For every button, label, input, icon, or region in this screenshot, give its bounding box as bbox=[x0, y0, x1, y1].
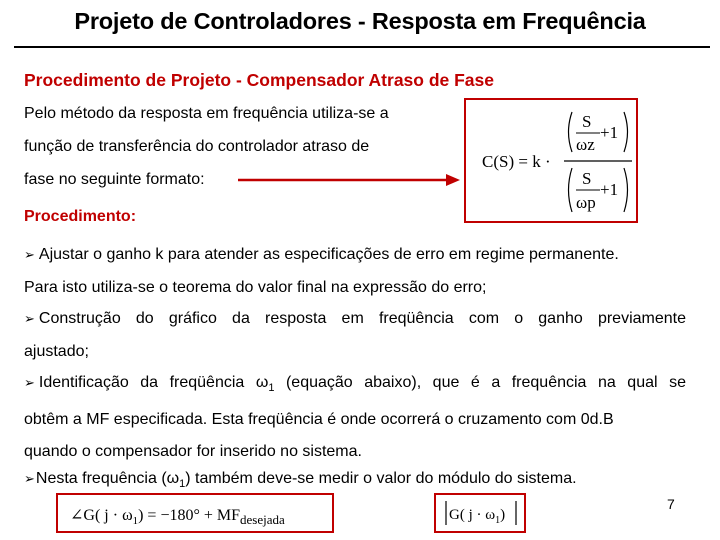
phase-equation-box bbox=[56, 493, 334, 533]
step-2-line-2: ajustado; bbox=[24, 343, 89, 360]
transfer-function-formula bbox=[466, 100, 636, 221]
intro-line-3: fase no seguinte formato: bbox=[24, 171, 205, 188]
numerator-s: S bbox=[582, 112, 592, 131]
intro-line-2: função de transferência do controlador atraso de bbox=[24, 138, 370, 155]
numerator-omega-z: ωz bbox=[576, 135, 595, 154]
step-2 bbox=[24, 309, 686, 362]
step-1 bbox=[24, 245, 686, 298]
page-number: 7 bbox=[667, 496, 675, 512]
svg-text:G( j · ω1): G( $j \cdot \omega_1$) bbox=[449, 507, 506, 526]
procedure-label: Procedimento: bbox=[24, 208, 137, 225]
denominator-omega-p: ωp bbox=[576, 193, 596, 212]
arrowhead-bullet-icon: ➢ bbox=[24, 472, 35, 487]
step-3 bbox=[24, 373, 686, 462]
arrowhead-bullet-icon: ➢ bbox=[24, 312, 35, 327]
step-3-line-2: obtêm a MF especificada. Esta freqüência é onde ocorrerá o cruzamento com 0d.B bbox=[24, 411, 614, 429]
formula-lhs: C(S) = k · bbox=[482, 152, 551, 171]
step-3-line-1: ➢ Identificação da freqüência $\omega_1$ (equação abaixo), que é a frequência na qual se bbox=[24, 374, 686, 395]
numerator-plus-one: +1 bbox=[600, 123, 619, 142]
arrow-right-icon bbox=[236, 170, 462, 190]
section-subtitle: Procedimento de Projeto - Compensador Atraso de Fase bbox=[24, 70, 495, 90]
step-4: ➢Nesta frequência $(\omega_1)$ também deve-se medir o valor do módulo do sistema. bbox=[24, 470, 577, 491]
transfer-function-box bbox=[464, 98, 638, 223]
step-2-line-1: ➢ Construção do gráfico da resposta em freqüência com o ganho previamente bbox=[24, 310, 686, 327]
title-underline bbox=[14, 46, 710, 48]
modulus-equation bbox=[436, 495, 524, 531]
svg-text:∠G( j · ω1) = −180° + MFdeseja: ∠G( $j \cdot \omega_1) = -180^\circ + MF_{desejada}$ bbox=[70, 507, 285, 527]
intro-line-1: Pelo método da resposta em frequência utiliza-se a bbox=[24, 105, 389, 122]
arrowhead-bullet-icon: ➢ bbox=[24, 248, 35, 263]
slide-title: Projeto de Controladores - Resposta em Frequência bbox=[74, 8, 646, 34]
denominator-plus-one: +1 bbox=[600, 180, 619, 199]
arrowhead-bullet-icon: ➢ bbox=[24, 376, 35, 391]
step-1-line-2: Para isto utiliza-se o teorema do valor final na expressão do erro; bbox=[24, 279, 487, 296]
phase-equation bbox=[58, 495, 332, 531]
step-3-line-3: quando o compensador for inserido no sistema. bbox=[24, 443, 362, 461]
denominator-s: S bbox=[582, 169, 592, 188]
step-1-line-1: ➢ Ajustar o ganho k para atender as especificações de erro em regime permanente. bbox=[24, 246, 619, 263]
modulus-equation-box bbox=[434, 493, 526, 533]
